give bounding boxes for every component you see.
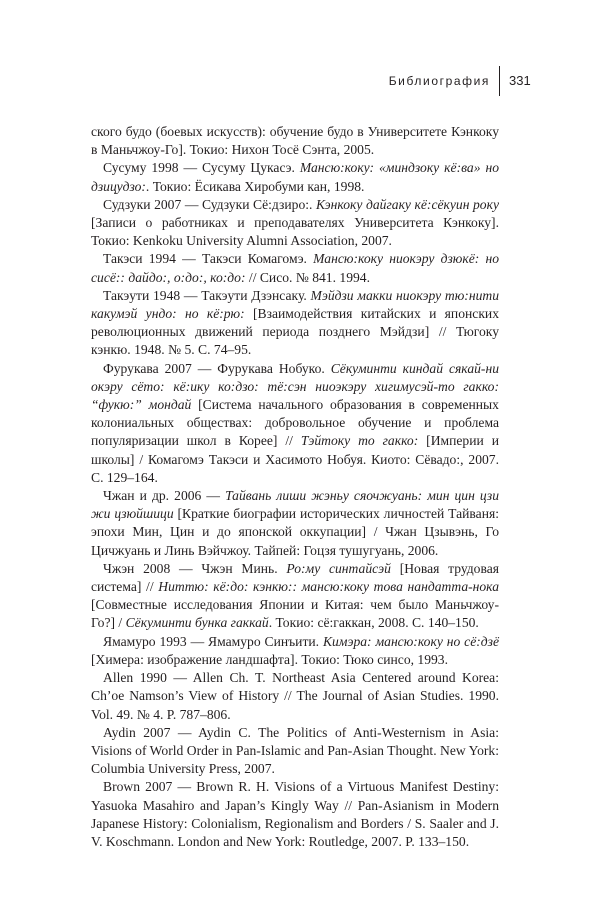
entry-text: ского будо (боевых искусств): обучение будо в Университете Кэнкоку в Маньчжоу-Го]. Токио: Нихон Тосё Сэнта, 2005. — [91, 124, 499, 158]
entry-text: Ямамуро 1993 — Ямамуро Синъити. — [103, 633, 323, 649]
entry-text: [Записи о работниках и преподавателях Университета Кэнкоку]. Токио: Kenkoku University Alumni Association, 2007. — [91, 215, 499, 249]
bibliography-entry — [91, 123, 499, 159]
entry-title-italic: Мансю:коку: «миндзоку кё:ва» но дзицудзо: — [91, 160, 499, 194]
bibliography-entry — [91, 560, 499, 633]
running-head: Библиография — [388, 74, 490, 88]
entry-text: . Токио: сё:гаккан, 2008. С. 140–150. — [268, 615, 479, 631]
bibliography-entry — [91, 287, 499, 360]
bibliography-entry — [91, 196, 499, 251]
entry-text: [Взаимодействия китайских и японских революционных движений периода позднего Мэйдзи] // Тюгоку кэнкю. 1948. № 5. С. 74–95. — [91, 306, 499, 358]
entry-text: [Краткие биографии исторических личностей Тайваня: эпохи Мин, Цин и до японской оккупации] / Чжан Цзывэнь, Го Цичжуань и Линь Вэйчжоу. Тайпей: Гоцзя тушугуань, 2006. — [91, 506, 499, 558]
entry-text: [Совместные исследования Японии и Китая: чем было Маньчжоу-Го?] / — [91, 597, 499, 631]
entry-text: Aydin 2007 — Aydin C. The Politics of Anti-Westernism in Asia: Visions of World Order in Pan-Islamic and Pan-Asian Thought. New York: Columbia University Press, 2007. — [91, 724, 499, 777]
entry-text: Такэси 1994 — Такэси Комагомэ. — [103, 251, 314, 267]
bibliography-entry — [91, 487, 499, 560]
entry-text: [Новая трудовая система] // — [91, 560, 499, 595]
bibliography-entry — [91, 360, 499, 487]
entry-text: Чжан и др. 2006 — — [103, 488, 226, 504]
header-divider — [499, 66, 500, 96]
entry-text: Brown 2007 — Brown R. H. Visions of a Virtuous Manifest Destiny: Yasuoka Masahiro and Japan’s Kingly Way // Pan-Asianism in Modern Japanese History: Colonialism, Regionalism and Borders / S. Saaler and J. V. Koschmann. London and New York: Routledge, 2007. P. 133–150. — [91, 779, 499, 849]
entry-text: . Токио: Ёсикава Хиробуми кан, 1998. — [145, 178, 365, 194]
entry-title-italic: Кимэра: мансю:коку но сё:дзё — [322, 633, 499, 649]
entry-text: Чжэн 2008 — Чжэн Минь. — [103, 560, 287, 576]
entry-text: Allen 1990 — Allen Ch. T. Northeast Asia Centered around Korea: Ch’oe Namson’s View of History // The Journal of Asian Studies. 1990. Vol. 49. № 4. P. 787–806. — [91, 670, 499, 722]
entry-text: Судзуки 2007 — Судзуки Сё:дзиро:. — [103, 196, 316, 212]
bibliography-entry — [91, 159, 499, 195]
entry-text: Такэути 1948 — Такэути Дзэнсаку. — [103, 287, 311, 303]
entry-text: [Система начального образования в современных колониальных обществах: добровольное обучение и проблема популяризации школ в Корее] // — [91, 397, 499, 449]
page-header — [0, 62, 600, 102]
bibliography-entry — [91, 250, 499, 286]
entry-text: // Сисо. № 841. 1994. — [245, 269, 370, 285]
entry-title-italic: Кэнкоку дайгаку кё:сёкуин року — [315, 196, 499, 212]
entry-title-italic: Тайвань лиши жэньу сяочжуань: мин цин цзи жи цзюйшици — [91, 488, 499, 522]
entry-text: [Химера: изображение ландшафта]. Токио: Тюко синсо, 1993. — [91, 651, 448, 667]
bibliography-entry — [91, 669, 499, 724]
entry-title-italic: Сёкуминти бунка гаккай — [125, 615, 269, 631]
bibliography-entry — [91, 633, 499, 669]
bibliography-list — [91, 123, 499, 851]
entry-title-italic: Ниттю: кё:до: кэнкю:: мансю:коку това нандатта-нока — [158, 579, 499, 595]
entry-title-italic: Мэйдзи макки ниокэру тю:нити какумэй ундо: но кё:рю: — [91, 287, 499, 322]
entry-text: Сусуму 1998 — Сусуму Цукасэ. — [103, 160, 300, 176]
entry-text: [Империи и школы] / Комагомэ Такэси и Хасимото Нобуя. Киото: Сёвадо:, 2007. С. 129–164. — [91, 433, 499, 485]
entry-title-italic: Ро:му синтайсэй — [286, 560, 391, 576]
page-number: 331 — [509, 73, 531, 88]
entry-title-italic: Тэйтоку то гакко: — [300, 433, 419, 449]
entry-title-italic: Мансю:коку ниокэру дзюкё: но сисё:: дайдо:, о:до:, ко:до: — [91, 251, 500, 285]
bibliography-entry — [91, 778, 499, 851]
entry-title-italic: Сёкуминти киндай сякай-ни окэру сёто: кё:ику ко:дзо: тё:сэн ниоэкэру хигимусэй-то гакко: “фукю:” мондай — [91, 360, 499, 413]
bibliography-entry — [91, 724, 499, 779]
entry-text: Фурукава 2007 — Фурукава Нобуко. — [103, 360, 331, 376]
